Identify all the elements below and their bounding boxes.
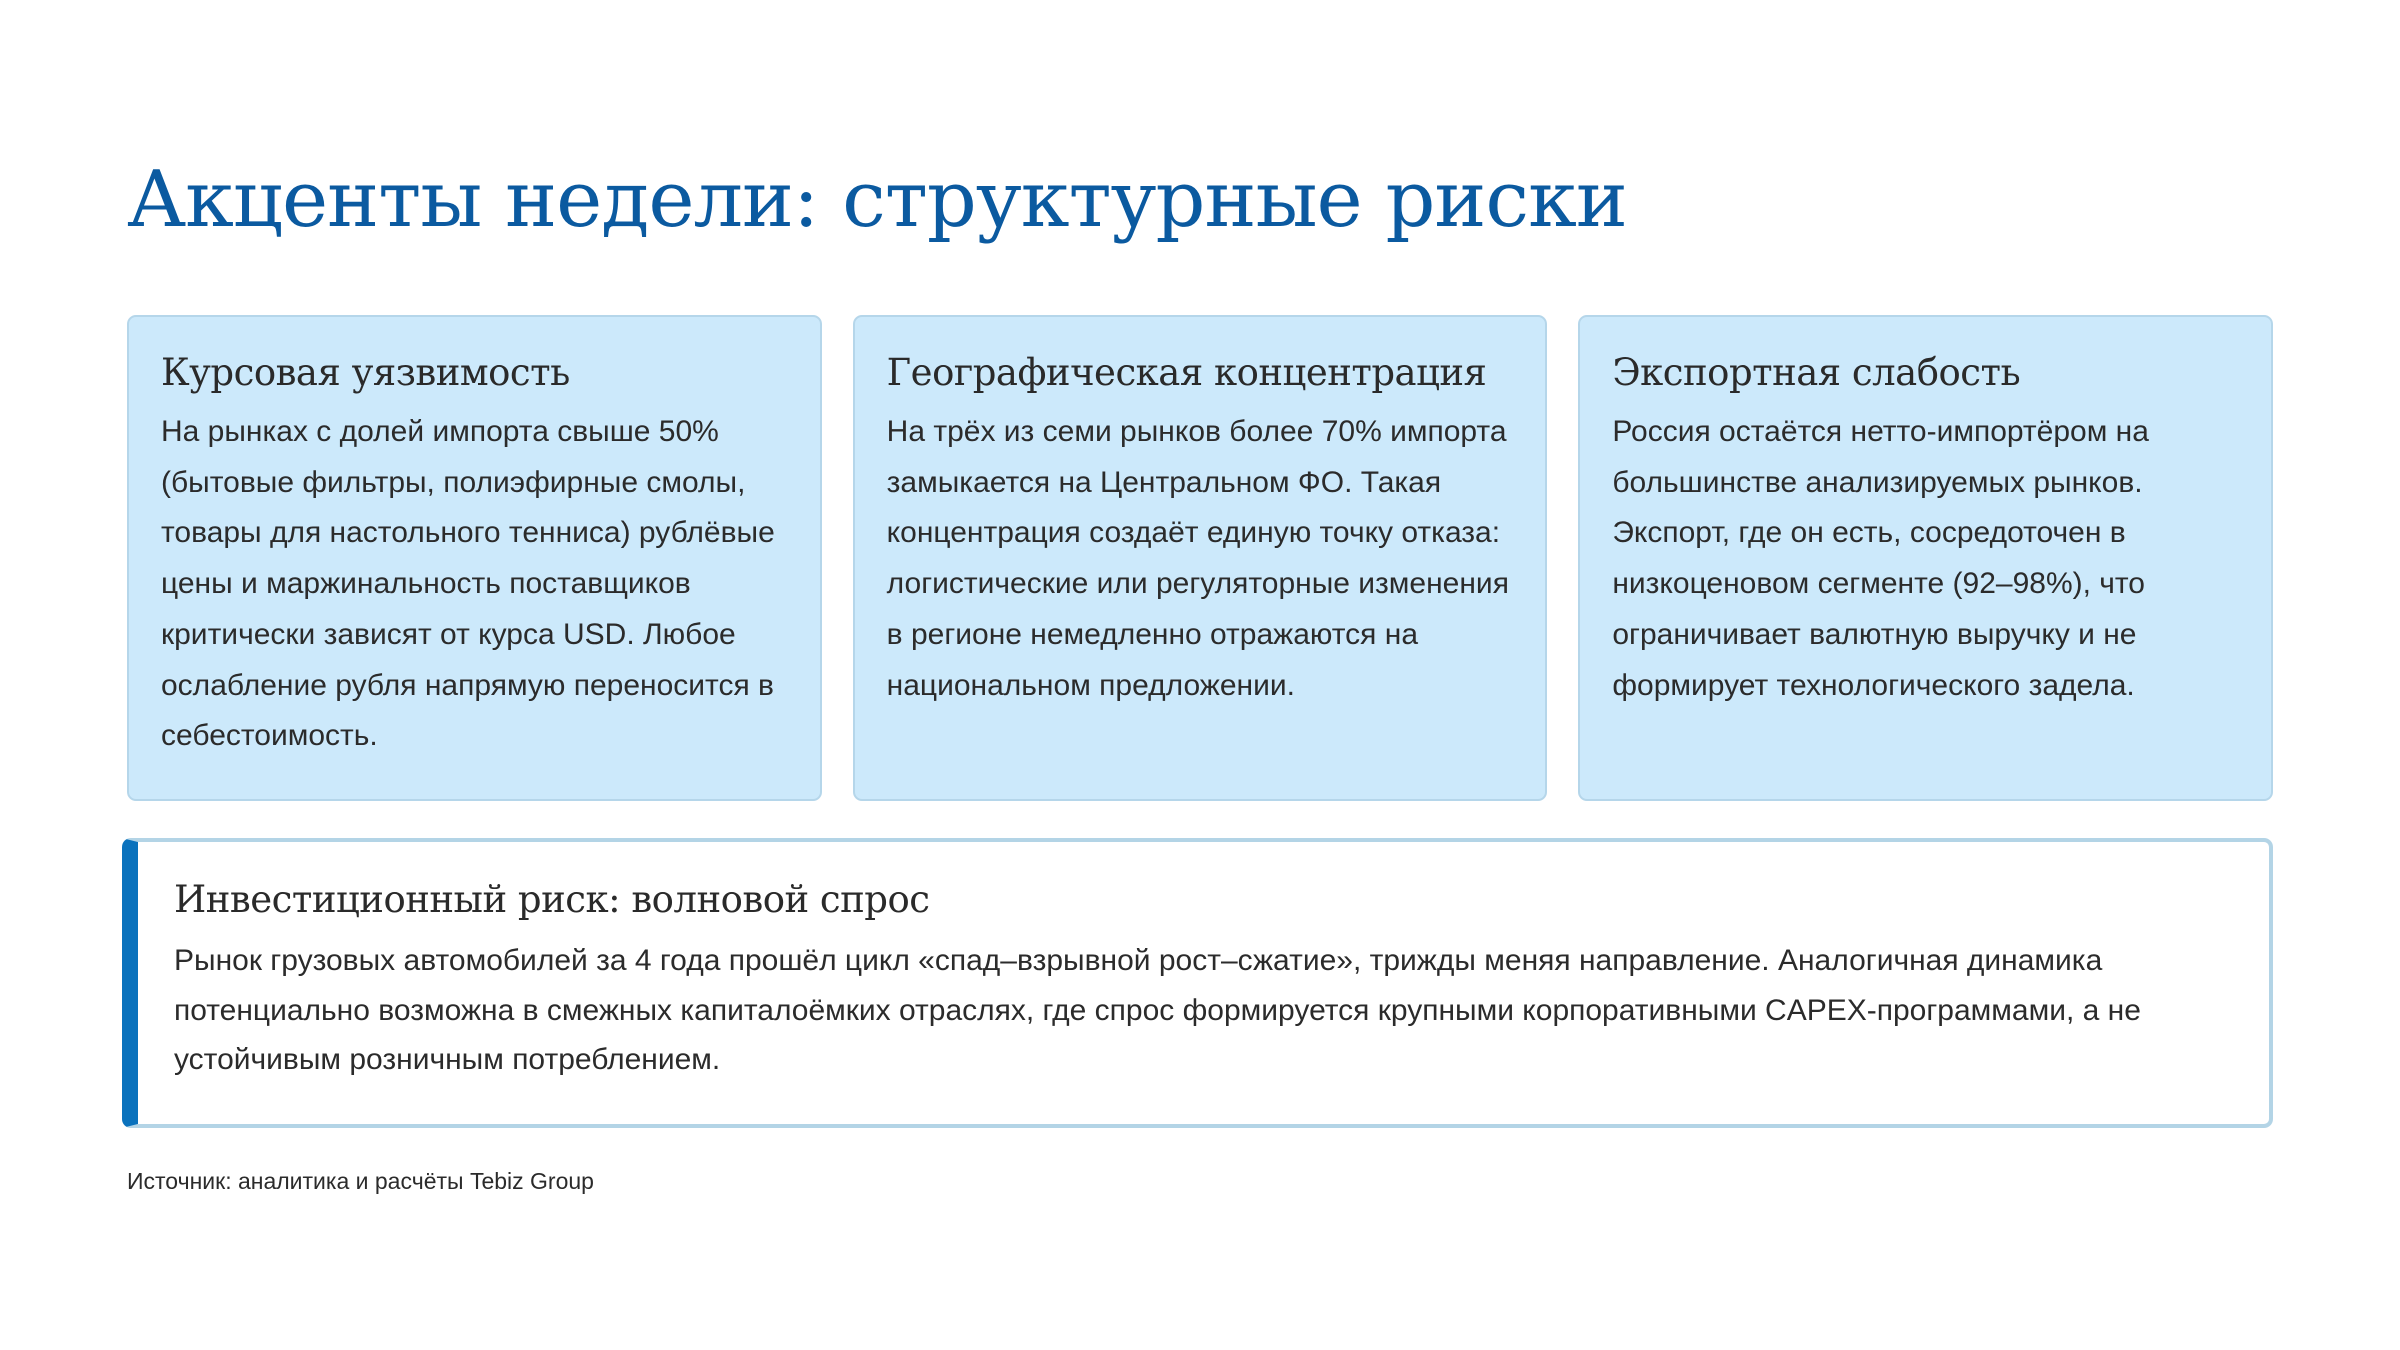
investment-risk-callout bbox=[122, 838, 2273, 1128]
card-body: На трёх из семи рынков более 70% импорта замыкается на Центральном ФО. Такая концентрация создаёт единую точку отказа: логистические или регуляторные изменения в регионе немедленно отражаются на национальном предложении. bbox=[886, 415, 1509, 702]
card-title: Экспортная слабость bbox=[1612, 351, 2021, 394]
callout-title: Инвестиционный риск: волновой спрос bbox=[174, 878, 930, 921]
card-export-weakness bbox=[1578, 315, 2273, 801]
page-title: Акценты недели: структурные риски bbox=[127, 155, 1627, 245]
card-title: Географическая концентрация bbox=[886, 351, 1487, 394]
card-currency-vulnerability bbox=[127, 315, 822, 801]
card-body: На рынках с долей импорта свыше 50% (бытовые фильтры, полиэфирные смолы, товары для настольного тенниса) рублёвые цены и маржинальность поставщиков критически зависят от курса USD. Любое ослабление рубля напрямую переносится в себестоимость. bbox=[161, 415, 775, 753]
card-body: Россия остаётся нетто-импортёром на большинстве анализируемых рынков. Экспорт, где он есть, сосредоточен в низкоценовом сегменте (92–98%), что ограничивает валютную выручку и не формирует технологического задела. bbox=[1612, 415, 2149, 702]
card-title: Курсовая уязвимость bbox=[161, 351, 570, 394]
card-geographic-concentration bbox=[853, 315, 1548, 801]
risk-cards bbox=[127, 315, 2273, 801]
callout-body: Рынок грузовых автомобилей за 4 года прошёл цикл «спад–взрывной рост–сжатие», трижды меняя направление. Аналогичная динамика потенциально возможна в смежных капиталоёмких отраслях, где спрос формируется крупными корпоративными CAPEX-программами, а не устойчивым розничным потреблением. bbox=[174, 944, 2141, 1076]
source-note: Источник: аналитика и расчёты Tebiz Group bbox=[127, 1168, 594, 1194]
